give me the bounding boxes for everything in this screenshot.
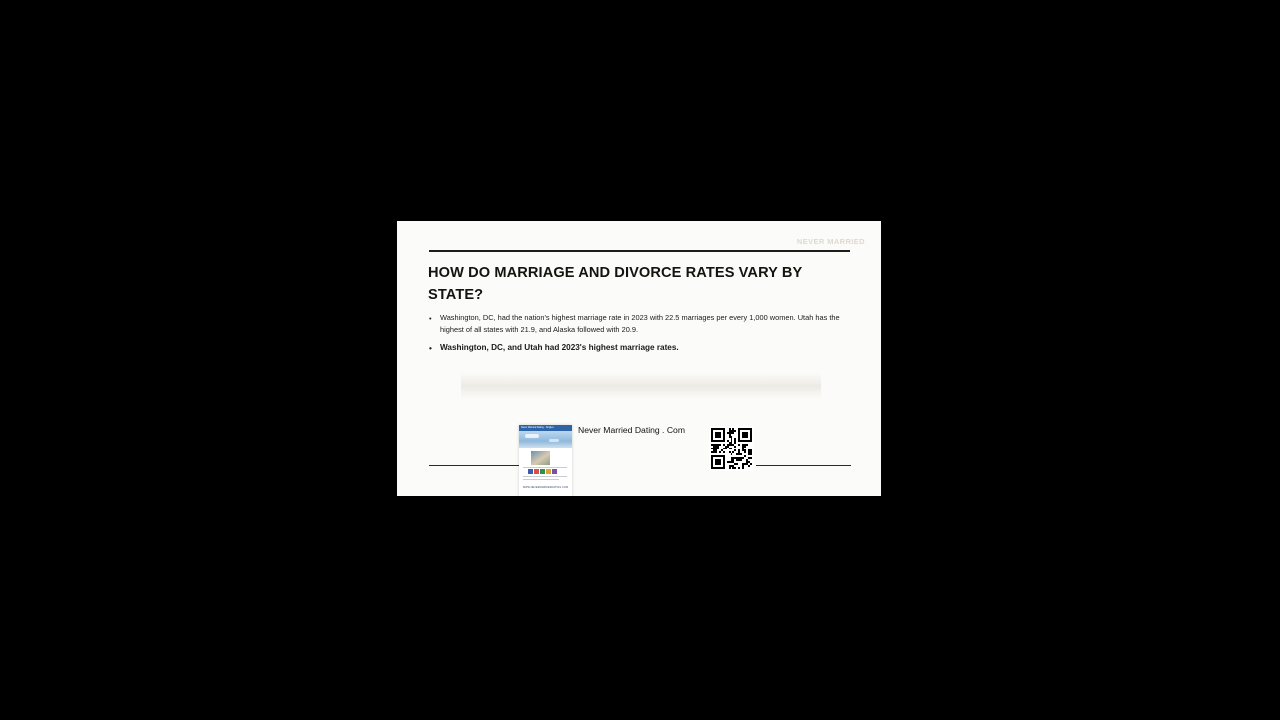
website-thumbnail	[519, 425, 572, 496]
thumbnail-text-line	[523, 479, 559, 480]
thumbnail-text-line	[523, 467, 567, 468]
bullet-marker-icon: •	[429, 343, 432, 353]
list-item-text: Washington, DC, had the nation's highest marriage rate in 2023 with 22.5 marriages per every 1,000 women. Utah has the highest of all states with 21.9, and Alaska followed with 20.9.	[440, 313, 840, 334]
thumbnail-cloud-shape-2	[549, 439, 559, 442]
list-item	[428, 312, 844, 335]
thumbnail-badge-icon	[534, 469, 539, 474]
title-divider	[429, 250, 850, 252]
thumbnail-badge-icon	[552, 469, 557, 474]
thumbnail-footer-text: WWW.NEVERMARRIEDDATING.COM	[522, 487, 569, 489]
bullet-list	[428, 312, 844, 362]
thumbnail-badge-icon	[546, 469, 551, 474]
thumbnail-badge-icon	[528, 469, 533, 474]
thumbnail-hero-image	[519, 431, 572, 448]
footer-divider-right	[756, 465, 851, 466]
thumbnail-body	[519, 448, 572, 491]
decorative-band	[461, 373, 821, 399]
qr-code	[709, 426, 754, 471]
bullet-marker-icon: •	[429, 313, 432, 323]
brand-label: Never Married Dating . Com	[578, 425, 685, 435]
list-item	[428, 342, 844, 354]
presentation-slide	[397, 221, 881, 496]
thumbnail-badge-row	[528, 469, 557, 474]
thumbnail-cloud-shape	[525, 434, 539, 438]
thumbnail-text-line	[523, 476, 567, 477]
qr-code-modules	[711, 428, 752, 469]
thumbnail-photo	[531, 451, 550, 465]
slide-watermark: NEVER MARRIED	[796, 237, 865, 246]
thumbnail-badge-icon	[540, 469, 545, 474]
thumbnail-browser-title: Never Married Dating - Singles	[521, 425, 554, 429]
list-item-text: Washington, DC, and Utah had 2023's highest marriage rates.	[440, 343, 679, 353]
footer-divider-left	[429, 465, 519, 466]
slide-title: HOW DO MARRIAGE AND DIVORCE RATES VARY BY STATE?	[428, 265, 803, 304]
